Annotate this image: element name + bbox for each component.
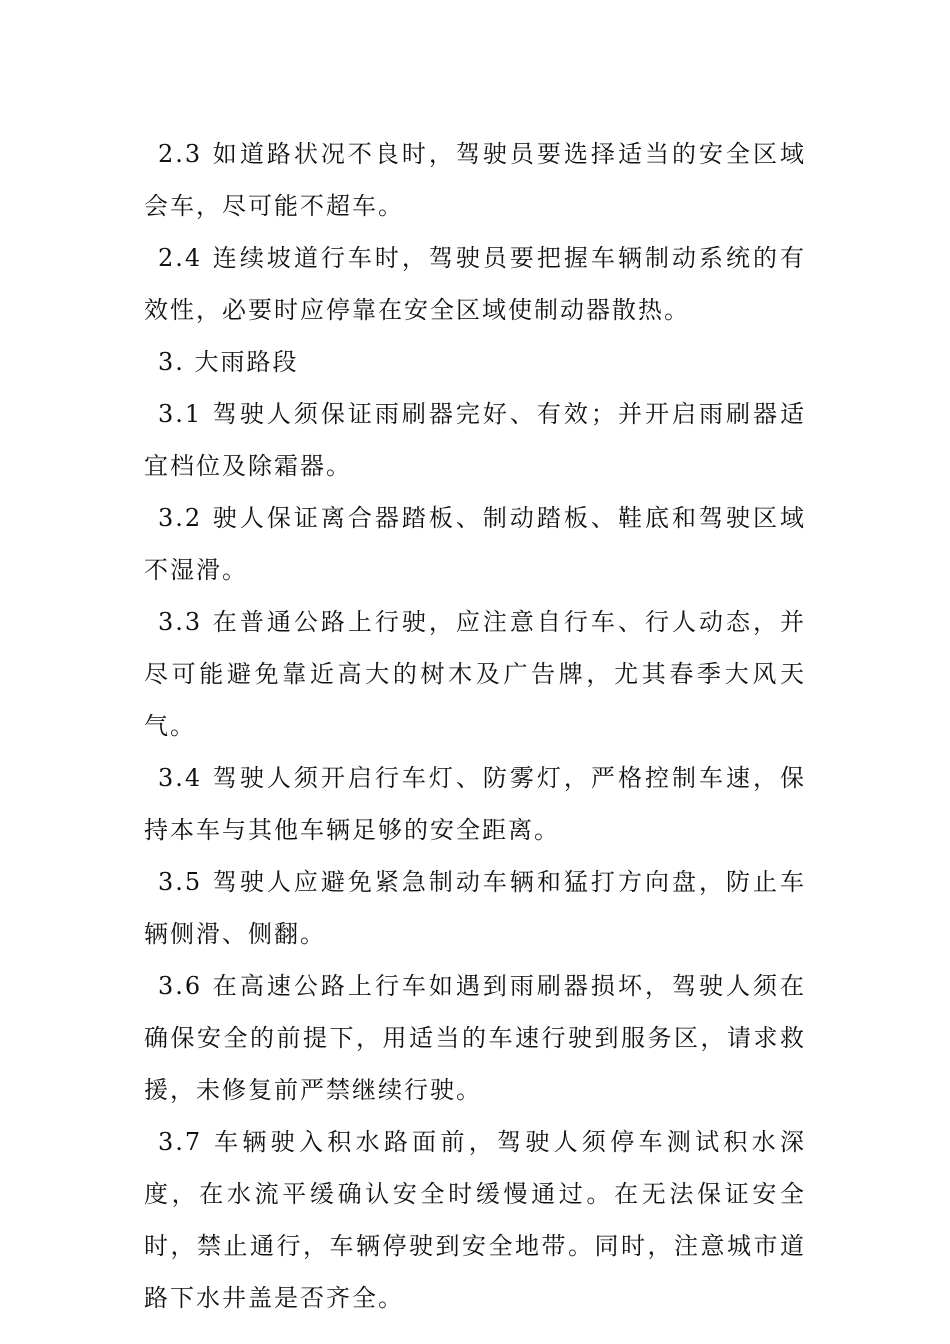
paragraph-2-4: 2.4 连续坡道行车时，驾驶员要把握车辆制动系统的有效性，必要时应停靠在安全区域使制动器散热。: [144, 244, 806, 324]
document-body: [144, 128, 806, 1324]
paragraph-3-2: 3.2 驶人保证离合器踏板、制动踏板、鞋底和驾驶区域不湿滑。: [144, 504, 806, 584]
paragraph-3-6: 3.6 在高速公路上行车如遇到雨刷器损坏，驾驶人须在确保安全的前提下，用适当的车速行驶到服务区，请求救援，未修复前严禁继续行驶。: [144, 972, 806, 1104]
paragraph-3-3: 3.3 在普通公路上行驶，应注意自行车、行人动态，并尽可能避免靠近高大的树木及广告牌，尤其春季大风天气。: [144, 608, 806, 740]
paragraph-3-5: 3.5 驾驶人应避免紧急制动车辆和猛打方向盘，防止车辆侧滑、侧翻。: [144, 868, 806, 948]
paragraph-3-1: 3.1 驾驶人须保证雨刷器完好、有效；并开启雨刷器适宜档位及除霜器。: [144, 400, 806, 480]
paragraph-3-7: 3.7 车辆驶入积水路面前，驾驶人须停车测试积水深度，在水流平缓确认安全时缓慢通过。在无法保证安全时，禁止通行，车辆停驶到安全地带。同时，注意城市道路下水井盖是否齐全。: [144, 1128, 806, 1312]
paragraph-3-4: 3.4 驾驶人须开启行车灯、防雾灯，严格控制车速，保持本车与其他车辆足够的安全距离。: [144, 764, 806, 844]
paragraph-2-3: 2.3 如道路状况不良时，驾驶员要选择适当的安全区域会车，尽可能不超车。: [144, 140, 806, 220]
section-heading-heavy-rain: 3. 大雨路段: [158, 348, 299, 376]
